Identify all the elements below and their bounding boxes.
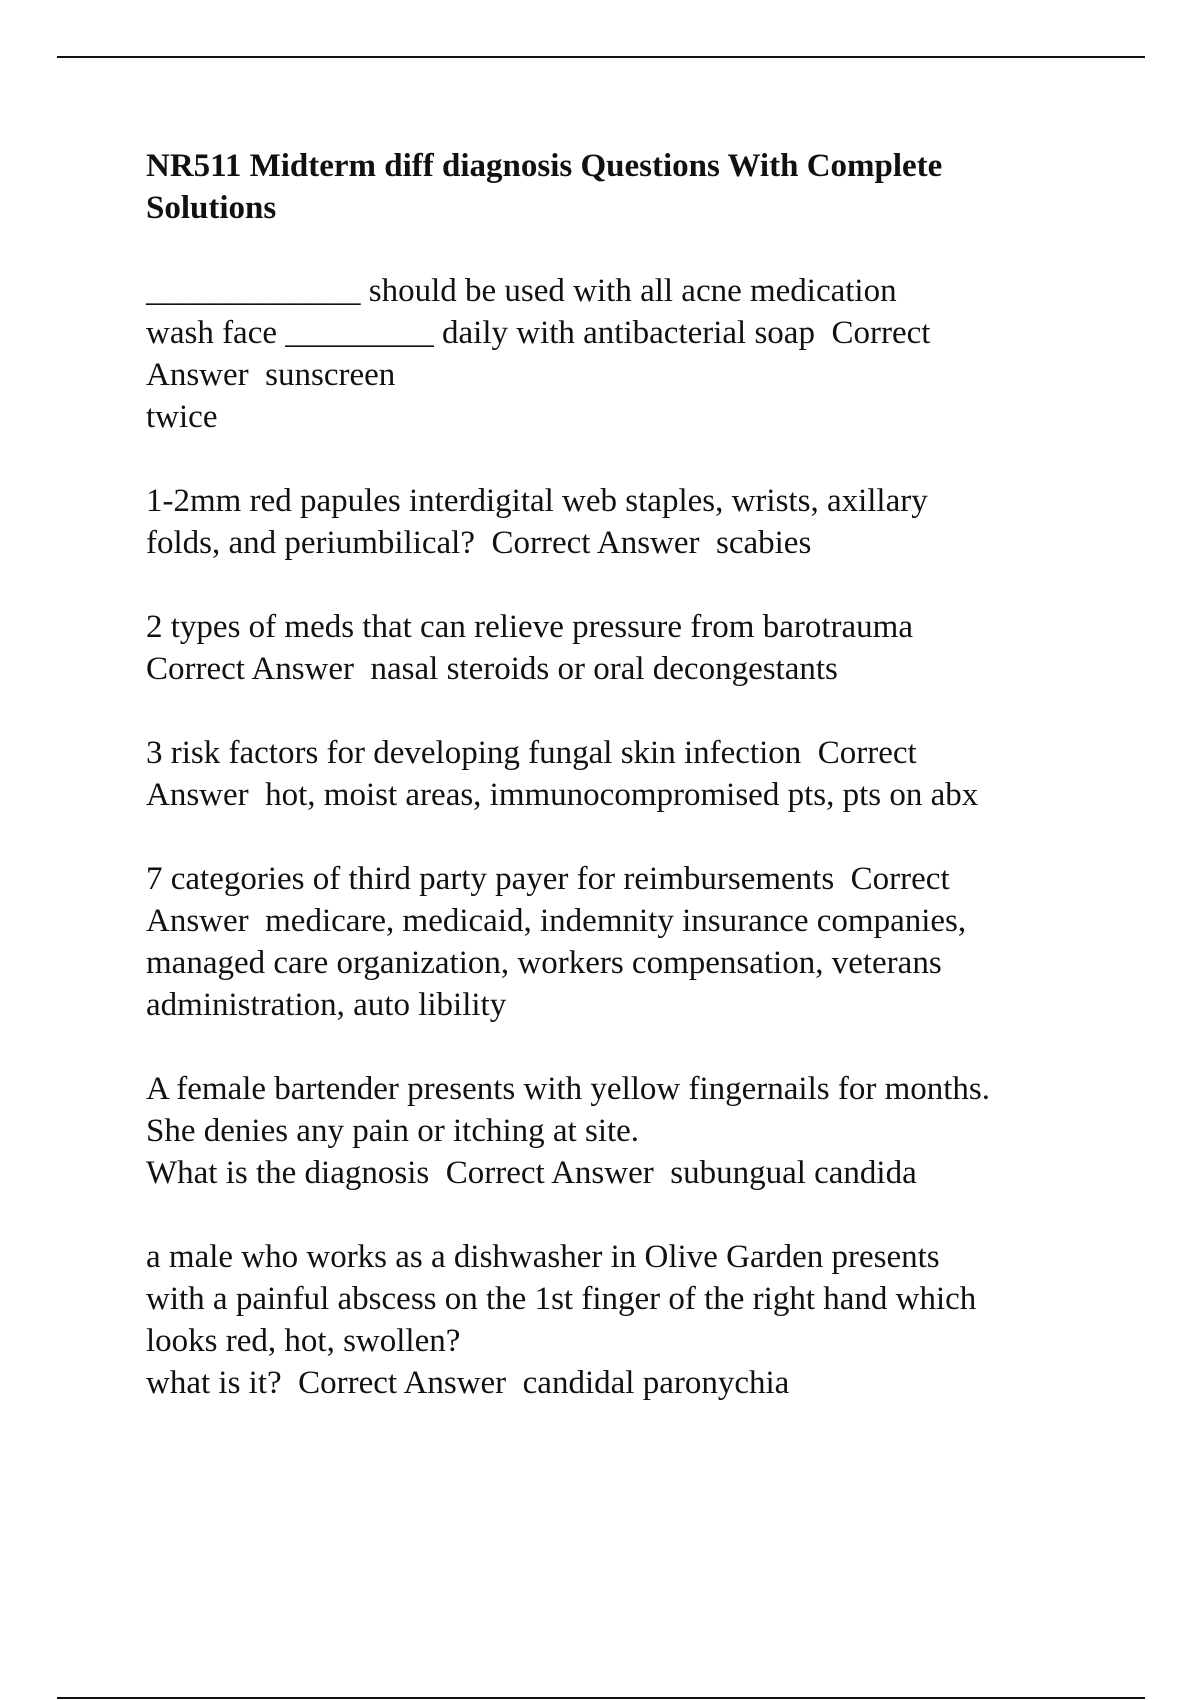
document-body <box>146 145 1106 1446</box>
question-answer-entry <box>146 1068 1106 1194</box>
entry-line: what is it? Correct Answer candidal paronychia <box>146 1365 790 1401</box>
entry-line: 7 categories of third party payer for reimbursements Correct <box>146 861 950 897</box>
document-title <box>146 145 1106 229</box>
entry-line: What is the diagnosis Correct Answer subungual candida <box>146 1155 917 1191</box>
entry-line: Answer sunscreen <box>146 357 396 393</box>
entry-line: She denies any pain or itching at site. <box>146 1113 640 1149</box>
entry-line: 1-2mm red papules interdigital web staples, wrists, axillary <box>146 483 928 519</box>
entry-line: administration, auto libility <box>146 987 507 1023</box>
entry-line: folds, and periumbilical? Correct Answer scabies <box>146 525 812 561</box>
entry-line: managed care organization, workers compensation, veterans <box>146 945 942 981</box>
title-line: Solutions <box>146 190 277 226</box>
entry-line: a male who works as a dishwasher in Olive Garden presents <box>146 1239 940 1275</box>
question-answer-entry <box>146 606 1106 690</box>
entry-line: 2 types of meds that can relieve pressure from barotrauma <box>146 609 913 645</box>
top-horizontal-rule <box>57 56 1145 58</box>
entry-line: Correct Answer nasal steroids or oral decongestants <box>146 651 838 687</box>
entry-line: looks red, hot, swollen? <box>146 1323 461 1359</box>
entry-line: 3 risk factors for developing fungal skin infection Correct <box>146 735 917 771</box>
title-line: NR511 Midterm diff diagnosis Questions With Complete <box>146 148 943 184</box>
entry-line: wash face _________ daily with antibacterial soap Correct <box>146 315 931 351</box>
entry-line: Answer medicare, medicaid, indemnity insurance companies, <box>146 903 967 939</box>
question-answer-entry <box>146 1236 1106 1404</box>
entry-line: _____________ should be used with all acne medication <box>146 273 897 309</box>
entry-line: with a painful abscess on the 1st finger of the right hand which <box>146 1281 977 1317</box>
question-answer-entry <box>146 858 1106 1026</box>
question-answer-entry <box>146 480 1106 564</box>
bottom-horizontal-rule <box>57 1697 1145 1699</box>
entry-line: Answer hot, moist areas, immunocompromised pts, pts on abx <box>146 777 979 813</box>
entry-line: twice <box>146 399 218 435</box>
entry-line: A female bartender presents with yellow fingernails for months. <box>146 1071 991 1107</box>
question-answer-entry <box>146 732 1106 816</box>
question-answer-entry <box>146 270 1106 438</box>
